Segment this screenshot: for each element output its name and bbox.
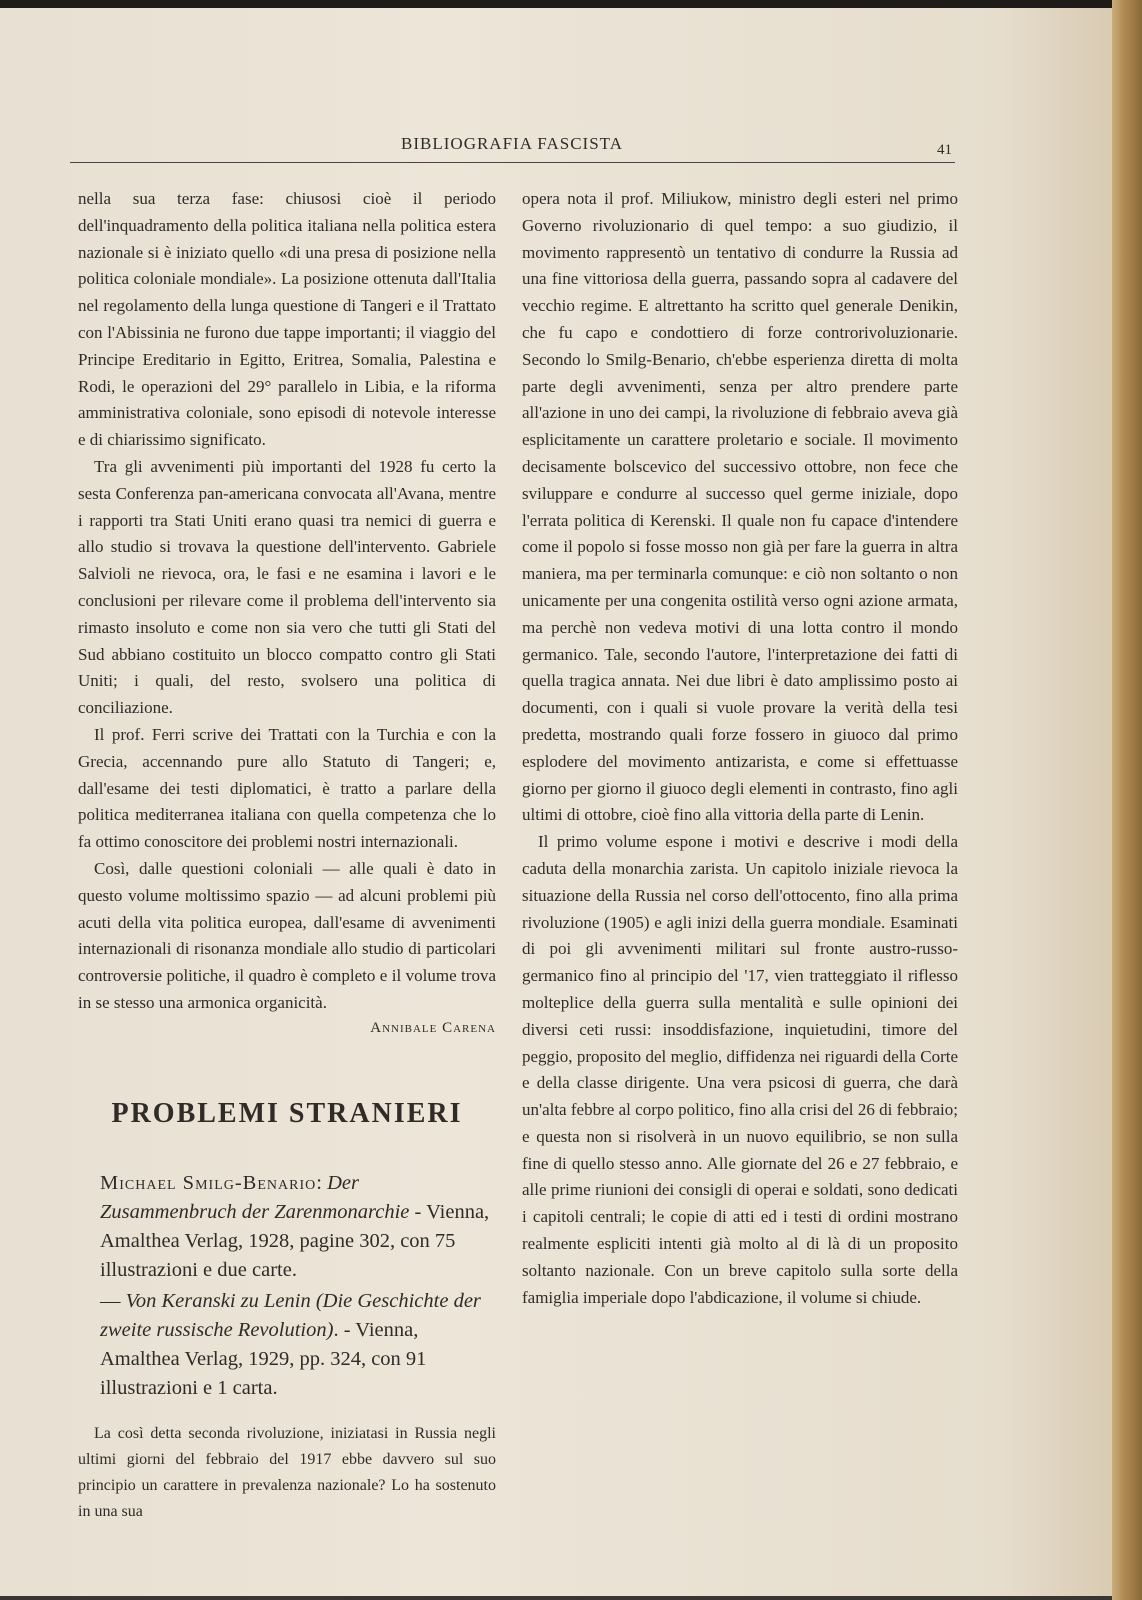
book-page-edge (1112, 0, 1142, 1600)
paragraph: nella sua terza fase: chiusosi cioè il periodo dell'inquadramento della politica italiana nella politica estera nazionale si è iniziato quello «di una presa di posizione nella politica coloniale mondiale». La posizione ottenuta dall'Italia nel regolamento della lunga questione di Tangeri e il Trattato con l'Abissinia ne furono due tappe importanti; il viaggio del Principe Ereditario in Egitto, Eritrea, Somalia, Palestina e Rodi, le operazioni del 29° parallelo in Libia, e la riforma amministrativa coloniale, sono episodi di notevole interesse e di chiarissimo significato. (78, 189, 496, 450)
paragraph: La così detta seconda rivoluzione, iniziatasi in Russia negli ultimi giorni del febbraio del 1917 ebbe davvero sul suo principio un carattere in prevalenza nazionale? Lo ha sostenuto in una sua (78, 1424, 496, 1520)
book-page (0, 8, 1112, 1596)
author-signature: Annibale Carena (370, 1019, 496, 1036)
paragraph: Il primo volume espone i motivi e descrive i modi della caduta della monarchia zarista. Un capitolo iniziale rievoca la situazione della Russia nel corso dell'ottocento, fino alla prima rivoluzione (1905) e agli inizi della guerra mondiale. Esaminati di poi gli avvenimenti militari sul fronte austro-russo-germanico fino al principio del '17, vien tratteggiato il riflesso molteplice della guerra sulla mentalità e sulle opinioni dei diversi ceti russi: insoddisfazione, inquietudini, timore del peggio, proposito del meglio, diffidenza nei riguardi della Corte e della classe dirigente. Una vera psicosi di guerra, che darà un'alta febbre al corpo politico, fino alla crisi del 26 di febbraio; e questa non si risolverà in un nuovo equilibrio, se non sulla fine di quello stesso anno. Alle giornate del 26 e 27 febbraio, e alle prime riunioni dei consigli di operai e soldati, sono dedicati i capitoli centrali; le copie di atti ed i testi di ordini mostrano realmente espliciti intenti già molto al di là di un proposito soltanto nazionale. Con un breve capitolo sulla sorte della famiglia imperiale dopo l'abdicazione, il volume si chiude. (522, 832, 958, 1307)
section-title: PROBLEMI STRANIERI (111, 1097, 463, 1129)
citation-colon: : (316, 1171, 328, 1194)
book-title: Der Zusammenbruch der Zarenmonarchie (100, 1171, 410, 1223)
book-title: Von Keranski zu Lenin (Die Geschichte der zweite russische Revolution) (100, 1289, 481, 1341)
book-citation (78, 1287, 496, 1403)
left-column (78, 186, 496, 1525)
header-rule (70, 162, 955, 163)
right-column (522, 186, 958, 1311)
citation-dash: — (100, 1289, 126, 1312)
paragraph: Così, dalle questioni coloniali — alle quali è dato in questo volume moltissimo spazio — ad alcuni problemi più acuti della vita politica europea, dall'esame di avvenimenti internazionali di risonanza mondiale allo studio di particolari controversie politiche, il quadro è completo e il volume trova in se stesso una armonica organicità. (78, 858, 496, 1012)
page-number: 41 (937, 142, 952, 158)
running-title: BIBLIOGRAFIA FASCISTA (401, 134, 623, 153)
paragraph: opera nota il prof. Miliukow, ministro degli esteri nel primo Governo rivoluzionario di quel tempo: a suo giudizio, il movimento rappresentò un tentativo di condurre la Russia ad una fine vittoriosa della guerra, passando sopra al cadavere del vecchio regime. E altrettanto ha scritto quel generale Denikin, che fu capo e condottiero di forze controrivoluzionarie. Secondo lo Smilg-Benario, ch'ebbe esperienza diretta di molta parte degli avvenimenti, senza per altro prendere parte all'azione in uno dei campi, la rivoluzione di febbraio aveva già esplicitamente un carattere proletario e sociale. Il movimento decisamente bolscevico del successivo ottobre, non fece che sviluppare e condurre al successo quel germe iniziale, dopo l'errata politica di Kerenski. Il quale non fu capace d'intendere come il popolo si fosse mosso non già per fare la guerra in altra maniera, ma per terminarla comunque: e ciò non soltanto o non unicamente per una congenita ostilità verso ogni azione armata, ma perchè non vedeva motivi di una lotta contro il mondo germanico. Tale, secondo l'autore, l'interpretazione dei fatti di quella tragica annata. Nei due libri è dato amplissimo posto ai documenti, con i quali si vuole provare la verità della tesi predetta, mostrando quali forze fossero in giuoco dal primo esplodere del movimento antizarista, e come si effettuasse giorno per giorno il giuoco degli elementi in contrasto, fino agli ultimi di ottobre, cioè fino alla vittoria della parte di Lenin. (522, 189, 958, 825)
book-details: - Vienna, Amalthea Verlag, 1928, pagine 302, con 75 illustrazioni e due carte. (100, 1200, 490, 1281)
book-details: . - Vienna, Amalthea Verlag, 1929, pp. 324, con 91 illustrazioni e 1 carta. (100, 1318, 427, 1399)
paragraph: Tra gli avvenimenti più importanti del 1928 fu certo la sesta Conferenza pan-americana convocata all'Avana, mentre i rapporti tra Stati Uniti erano quasi tra nemici di guerra e allo studio si trovava la questione dell'intervento. Gabriele Salvioli ne rievoca, ora, le fasi e ne esamina i lavori e le conclusioni per rilevare come il problema dell'intervento sia rimasto insoluto e come non sia vero che tutti gli Stati del Sud abbiano costituito un blocco compatto contro gli Stati Uniti; i quali, del resto, svolsero una politica di conciliazione. (78, 456, 496, 718)
book-author: Michael Smilg-Benario (100, 1171, 317, 1194)
book-citation (78, 1169, 496, 1285)
running-head (72, 134, 952, 164)
paragraph: Il prof. Ferri scrive dei Trattati con la Turchia e con la Grecia, accennando pure allo Statuto di Tangeri; e, dall'esame dei testi diplomatici, è tratto a parlare della politica mediterranea italiana con quella competenza che lo fa ottimo conoscitore dei problemi nostri internazionali. (78, 724, 496, 852)
